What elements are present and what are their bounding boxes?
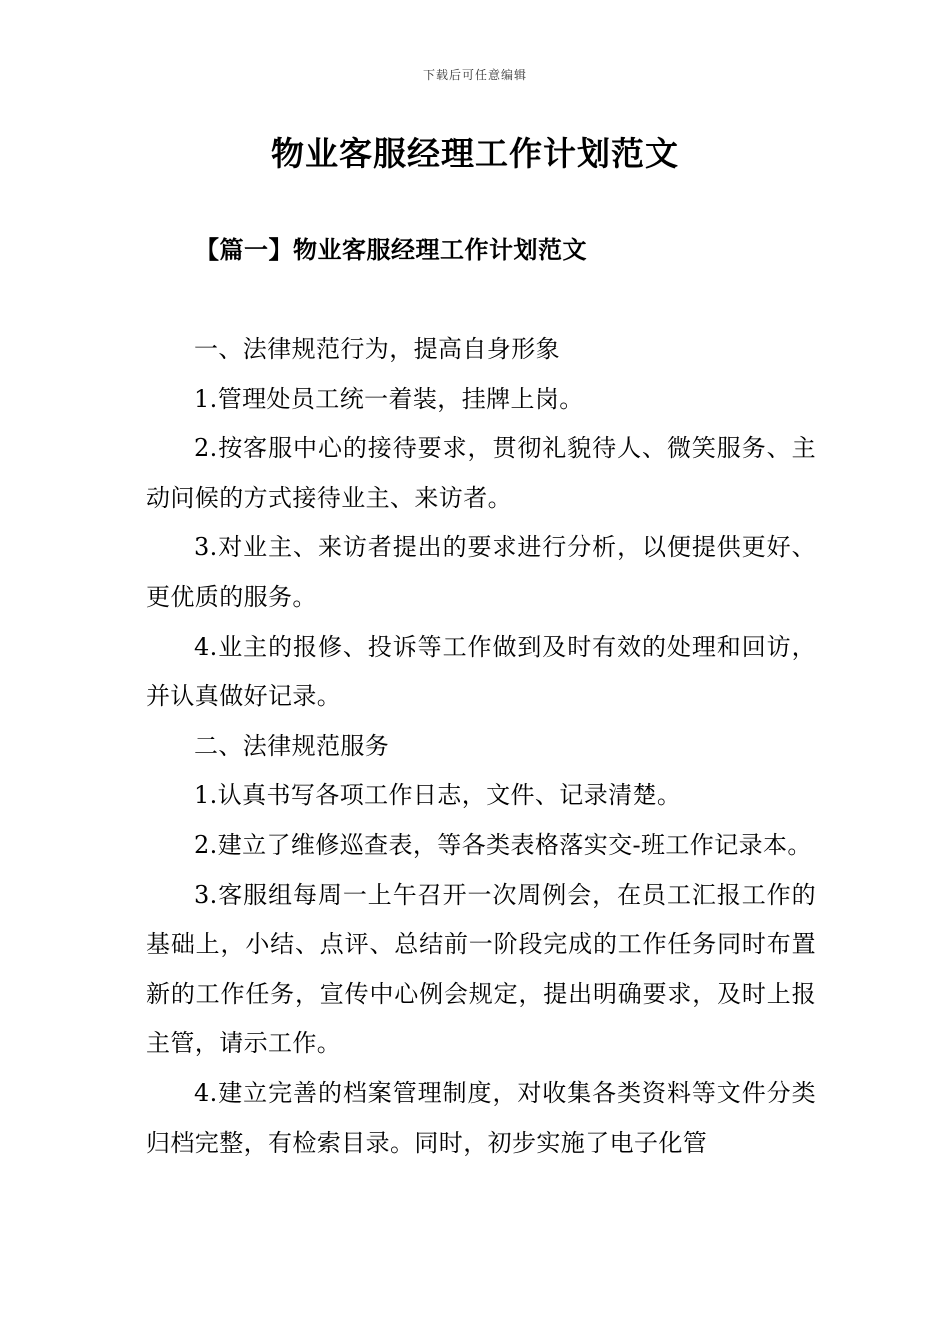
paragraph-heading-1: 一、法律规范行为，提高自身形象 [194,335,560,363]
paragraph: 2.建立了维修巡查表，等各类表格落实交-班工作记录本。 [194,830,812,859]
paragraph: 2.按客服中心的接待要求，贯彻礼貌待人、微笑服务、主动问候的方式接待业主、来访者。 [146,434,816,512]
document-title: 物业客服经理工作计划范文 [271,134,679,173]
paragraph-heading-2: 二、法律规范服务 [194,731,390,760]
document-body [146,325,816,1168]
section-heading: 【篇一】物业客服经理工作计划范文 [195,235,587,264]
paragraph: 1.管理处员工统一着装，挂牌上岗。 [194,384,584,413]
paragraph: 3.客服组每周一上午召开一次周例会，在员工汇报工作的基础上，小结、点评、总结前一阶段完成的工作任务同时布置新的工作任务，宣传中心例会规定，提出明确要求，及时上报主管，请示工作。 [146,880,816,1058]
paragraph: 1.认真书写各项工作日志，文件、记录清楚。 [194,781,682,810]
paragraph: 4.建立完善的档案管理制度，对收集各类资料等文件分类归档完整，有检索目录。同时，初步实施了电子化管 [146,1078,816,1157]
header-note: 下载后可任意编辑 [422,68,527,82]
paragraph: 4.业主的报修、投诉等工作做到及时有效的处理和回访，并认真做好记录。 [146,632,816,711]
paragraph: 3.对业主、来访者提出的要求进行分析，以便提供更好、更优质的服务。 [146,533,816,611]
